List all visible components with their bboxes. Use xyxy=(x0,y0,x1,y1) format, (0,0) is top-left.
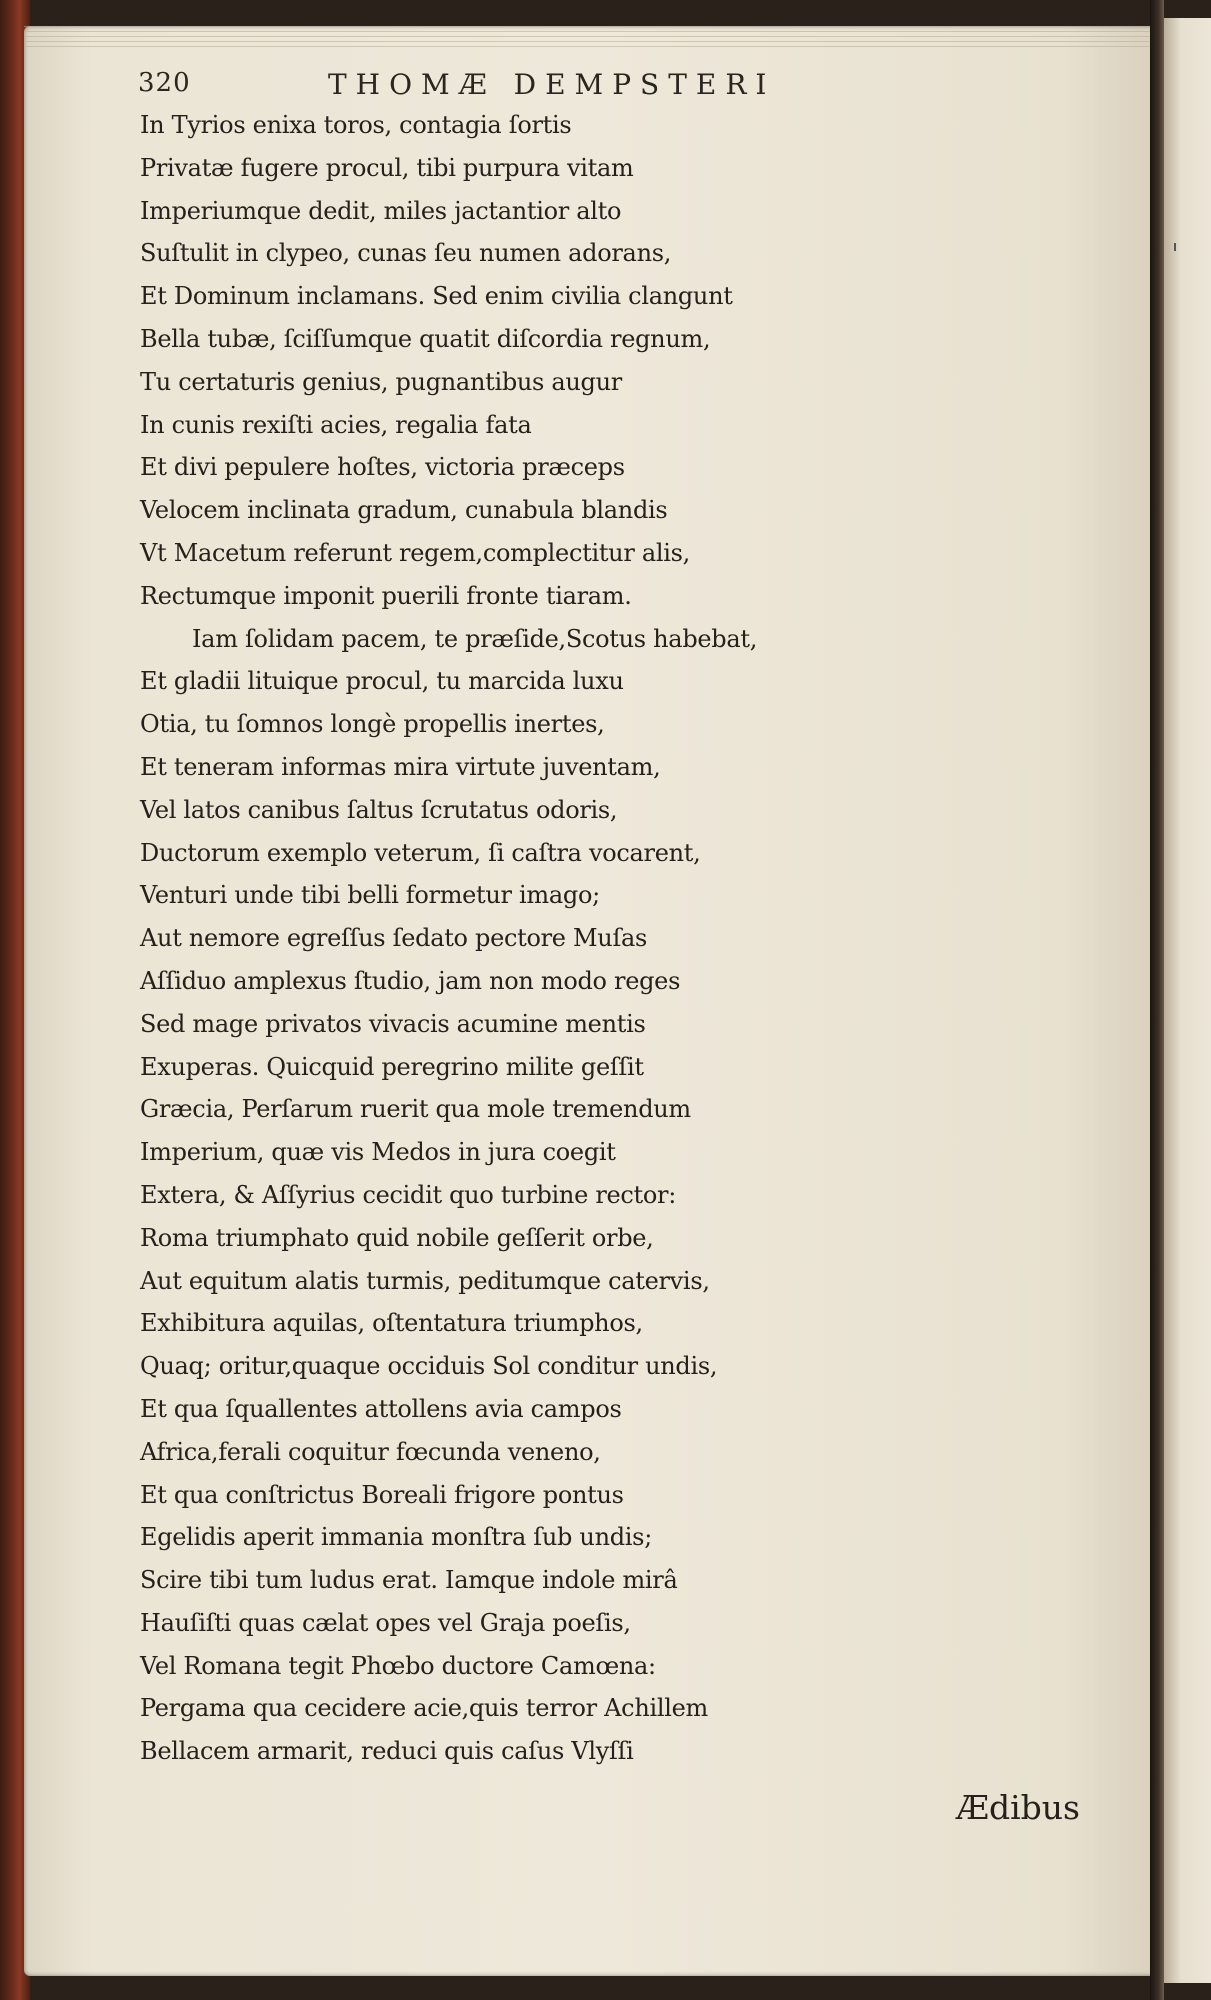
verse-line: Velocem inclinata gradum, cunabula blandis xyxy=(140,496,668,525)
verse-line: Privatæ fugere procul, tibi purpura vitam xyxy=(140,153,634,182)
verse-line: Et gladii lituique procul, tu marcida luxu xyxy=(140,667,624,696)
page-top-edge xyxy=(24,26,1154,48)
verse-line: Roma triumphato quid nobile geſſerit orbe, xyxy=(140,1223,654,1252)
verse-line: Quaq; oritur,quaque occiduis Sol conditur undis, xyxy=(140,1352,718,1381)
verse-line: Hauſiſti quas cælat opes vel Graja poeſis, xyxy=(140,1608,631,1637)
verse-line: Et divi pepulere hoſtes, victoria præceps xyxy=(140,453,625,482)
verse-line: Bellacem armarit, reduci quis caſus Vlyſſi xyxy=(140,1737,634,1766)
verse-line: Et qua ſquallentes attollens avia campos xyxy=(140,1394,622,1423)
verse-line: Imperiumque dedit, miles jactantior alto xyxy=(140,196,622,225)
verse-line: Aſſiduo amplexus ſtudio, jam non modo reges xyxy=(140,966,681,995)
facing-page-edge xyxy=(1164,18,1211,1983)
verse-line: Suſtulit in clypeo, cunas ſeu numen adorans, xyxy=(140,239,672,268)
verse-line: Bella tubæ, ſciſſumque quatit diſcordia regnum, xyxy=(140,324,711,353)
verse-line: Aut equitum alatis turmis, peditumque catervis, xyxy=(140,1266,710,1295)
verse-line: In cunis rexiſti acies, regalia fata xyxy=(140,410,532,439)
verse-line: Exuperas. Quicquid peregrino milite geſſit xyxy=(140,1052,644,1081)
verse-line: Pergama qua cecidere acie,quis terror Achillem xyxy=(140,1694,708,1723)
verse-line: Africa,ferali coquitur fœcunda veneno, xyxy=(140,1437,601,1466)
running-title: THOMÆ DEMPSTERI xyxy=(328,68,776,101)
verse-line: Et qua conſtrictus Boreali frigore pontus xyxy=(140,1480,624,1509)
verse-line: Et Dominum inclamans. Sed enim civilia clangunt xyxy=(140,282,733,311)
verse-line: Extera, & Aſſyrius cecidit quo turbine rector: xyxy=(140,1180,676,1209)
verse-line: Aut nemore egreſſus ſedato pectore Muſas xyxy=(140,924,648,953)
page-number: 320 xyxy=(138,68,191,98)
running-head xyxy=(138,68,928,108)
verse-line: Vel Romana tegit Phœbo ductore Camœna: xyxy=(140,1651,656,1680)
verse-line: Iam ſolidam pacem, te præſide,Scotus habebat, xyxy=(192,624,758,653)
verse-line: Græcia, Perſarum ruerit qua mole tremendum xyxy=(140,1095,691,1124)
verse-line: Tu certaturis genius, pugnantibus augur xyxy=(140,367,622,396)
book-gutter xyxy=(1150,0,1164,2000)
verse-line: Ductorum exemplo veterum, ſi caſtra vocarent, xyxy=(140,838,701,867)
verse-line: Venturi unde tibi belli formetur imago; xyxy=(140,881,600,910)
verse-line: Egelidis aperit immania monſtra ſub undis; xyxy=(140,1523,652,1552)
facing-page-mark xyxy=(1174,243,1176,251)
verse-line: Rectumque imponit puerili fronte tiaram. xyxy=(140,581,632,610)
verse-line: Vt Macetum referunt regem,complectitur alis, xyxy=(140,538,690,567)
verse-line: Imperium, quæ vis Medos in jura coegit xyxy=(140,1138,616,1167)
verse-line: Scire tibi tum ludus erat. Iamque indole mirâ xyxy=(140,1566,678,1595)
verse-line: Otia, tu ſomnos longè propellis inertes, xyxy=(140,710,605,739)
verse-line: Vel latos canibus ſaltus ſcrutatus odoris, xyxy=(140,795,618,824)
verse-block xyxy=(140,104,1140,1773)
catchword: Ædibus xyxy=(955,1788,1080,1827)
verse-line: In Tyrios enixa toros, contagia ſortis xyxy=(140,111,572,139)
verse-line: Et teneram informas mira virtute juventam, xyxy=(140,752,661,781)
verse-line: Sed mage privatos vivacis acumine mentis xyxy=(140,1009,646,1038)
verse-line: Exhibitura aquilas, oſtentatura triumphos, xyxy=(140,1309,643,1338)
